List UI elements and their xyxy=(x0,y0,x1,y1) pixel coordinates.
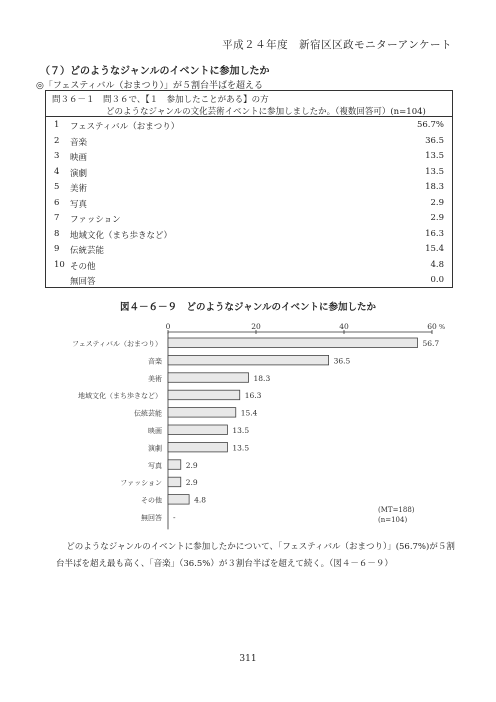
data-label: - xyxy=(173,513,176,522)
question-header xyxy=(46,91,452,117)
table-row xyxy=(46,148,452,164)
category-label: 音楽 xyxy=(148,357,162,366)
bar xyxy=(168,460,181,470)
category-label: 地域文化（まち歩きなど） xyxy=(78,392,162,401)
row-value: 56.7% xyxy=(416,120,444,130)
table-row xyxy=(46,164,452,180)
bar xyxy=(168,495,189,505)
table-row xyxy=(46,272,452,288)
row-number: 10 xyxy=(54,259,65,270)
chart-note: (n=104) xyxy=(378,516,408,524)
table-row xyxy=(46,226,452,242)
tick-label: 0 xyxy=(165,322,171,331)
bar xyxy=(168,338,417,348)
row-value: 0.0 xyxy=(430,275,444,285)
data-label: 4.8 xyxy=(194,495,207,505)
chart-note: (MT=188) xyxy=(378,506,415,514)
row-value: 4.8 xyxy=(430,259,444,270)
category-label: 美術 xyxy=(148,374,162,383)
row-number: 1 xyxy=(54,120,60,130)
table-row xyxy=(46,241,452,257)
question-table xyxy=(45,90,453,288)
row-number: 9 xyxy=(54,244,60,254)
row-value: 2.9 xyxy=(430,213,444,223)
tick-label: 20 xyxy=(251,322,261,331)
row-number: 7 xyxy=(54,213,60,223)
bar xyxy=(168,477,181,487)
body-text: どのようなジャンルのイベントに参加したかについて、「フェスティバル（おまつり）」(56.7%)が５割台半ばを超え最も高く、「音楽」（36.5%）が３割台半ばを超えて続く。（図４－６－９） xyxy=(56,542,455,569)
question-line-2: どのようなジャンルの文化芸術イベントに参加しましたか。（複数回答可）(n=104) xyxy=(106,107,426,117)
row-label: 映画 xyxy=(70,153,88,163)
row-label: 無回答 xyxy=(70,277,96,287)
table-row xyxy=(46,133,452,149)
row-number: 5 xyxy=(54,182,60,192)
bar xyxy=(168,425,227,435)
table-row xyxy=(46,257,452,273)
data-label: 18.3 xyxy=(253,373,271,383)
data-label: 13.5 xyxy=(232,426,250,435)
data-label: 16.3 xyxy=(244,391,262,401)
row-number: 4 xyxy=(54,166,60,177)
bar xyxy=(168,390,240,400)
row-label: 演劇 xyxy=(70,168,88,179)
table-row xyxy=(46,117,452,133)
row-label: フェスティバル（おまつり） xyxy=(70,122,180,132)
row-value: 36.5 xyxy=(425,135,444,146)
tick-label: 60 xyxy=(427,322,437,331)
category-label: 無回答 xyxy=(141,514,162,522)
data-label: 2.9 xyxy=(185,478,198,488)
category-label: 映画 xyxy=(148,427,162,435)
table-row xyxy=(46,210,452,226)
bar-chart xyxy=(50,318,450,533)
data-label: 2.9 xyxy=(185,460,198,470)
category-label: ファッション xyxy=(120,479,162,488)
row-label: 写真 xyxy=(70,199,88,210)
row-value: 2.9 xyxy=(430,197,444,208)
figure-title: 図４－６－９ どのようなジャンルのイベントに参加したか xyxy=(119,302,377,313)
bar xyxy=(168,408,236,418)
data-label: 15.4 xyxy=(240,408,258,418)
row-label: 美術 xyxy=(70,184,88,194)
category-label: 演劇 xyxy=(148,444,162,453)
table-row xyxy=(46,195,452,211)
data-label: 36.5 xyxy=(333,356,351,366)
data-label: 56.7 xyxy=(422,339,440,348)
page-header: 平成２４年度 新宿区区政モニターアンケート xyxy=(222,39,452,51)
category-label: その他 xyxy=(141,496,162,505)
category-label: 写真 xyxy=(148,461,162,470)
bar xyxy=(168,355,329,365)
row-value: 13.5 xyxy=(425,151,444,161)
category-label: フェスティバル（おまつり） xyxy=(72,340,162,348)
row-value: 15.4 xyxy=(425,244,444,254)
tick-label: 40 xyxy=(339,322,349,331)
section-summary: ◎「フェスティバル（おまつり）」が５割台半ばを超える xyxy=(36,81,264,91)
row-label: 音楽 xyxy=(70,137,88,148)
row-number: 3 xyxy=(54,151,60,161)
row-number: 6 xyxy=(54,197,60,208)
row-number: 2 xyxy=(54,135,60,146)
bar xyxy=(168,373,249,383)
axis-unit: % xyxy=(439,323,446,331)
row-label: 地域文化（まち歩きなど） xyxy=(70,230,173,241)
row-value: 18.3 xyxy=(425,182,444,192)
bar xyxy=(168,442,227,452)
row-label: その他 xyxy=(70,261,96,272)
data-label: 13.5 xyxy=(232,443,250,453)
row-label: ファッション xyxy=(70,215,121,225)
question-rows xyxy=(46,117,452,288)
question-line-1: 問３６－１ 問３６で、【１ 参加したことがある】の方 xyxy=(52,95,269,105)
row-value: 16.3 xyxy=(425,228,444,239)
row-value: 13.5 xyxy=(425,166,444,177)
row-label: 伝統芸能 xyxy=(70,246,105,256)
page-number: 311 xyxy=(239,654,257,664)
row-number: 8 xyxy=(54,228,60,239)
table-row xyxy=(46,179,452,195)
category-label: 伝統芸能 xyxy=(134,409,162,418)
section-title: （７）どのようなジャンルのイベントに参加したか xyxy=(40,66,270,77)
